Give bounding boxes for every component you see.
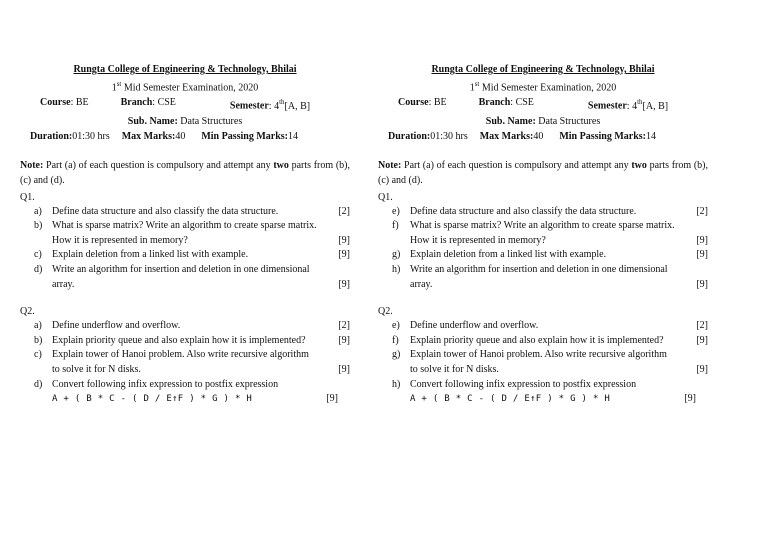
item-text: Define underflow and overflow. xyxy=(52,320,181,332)
q1-items xyxy=(34,205,350,293)
question-item xyxy=(34,219,350,248)
item-letter: f) xyxy=(392,220,399,232)
item-marks: [9] xyxy=(684,393,696,405)
duration-field: Duration:01:30 hrs xyxy=(30,130,110,142)
item-text: Explain deletion from a linked list with example. xyxy=(52,249,249,261)
item-text: array. xyxy=(410,278,433,290)
question-item xyxy=(392,348,708,377)
question-item xyxy=(34,378,350,407)
q2-label: Q2. xyxy=(378,306,393,318)
item-text: to solve it for N disks. xyxy=(52,364,141,375)
item-letter: h) xyxy=(392,378,401,390)
item-text: How it is represented in memory? xyxy=(410,234,546,246)
min-pass-field: Min Passing Marks:14 xyxy=(201,130,299,142)
duration-field: Duration:01:30 hrs xyxy=(388,130,468,142)
question-item xyxy=(34,319,350,334)
item-marks: [9] xyxy=(338,234,350,246)
question-paper-left xyxy=(20,62,350,407)
q1-items xyxy=(392,205,708,293)
item-marks: [9] xyxy=(696,364,708,375)
item-marks: [9] xyxy=(338,364,350,375)
item-marks: [9] xyxy=(338,278,350,290)
course-field: Course: BE xyxy=(40,97,89,109)
question-item xyxy=(392,334,708,349)
item-text: Explain priority queue and also explain how it is implemented? xyxy=(52,334,306,346)
question-item xyxy=(392,205,708,220)
question-item xyxy=(392,378,708,407)
branch-field: Branch: CSE xyxy=(120,97,176,109)
question-paper-right xyxy=(378,62,708,407)
course-branch-semester xyxy=(378,95,708,113)
max-marks-field: Max Marks:40 xyxy=(479,130,544,142)
item-letter: h) xyxy=(392,264,401,276)
item-marks: [9] xyxy=(696,334,708,346)
item-text: What is sparse matrix? Write an algorithm to create sparse matrix. xyxy=(52,220,317,232)
item-marks: [2] xyxy=(696,320,708,332)
question-item xyxy=(392,248,708,263)
item-letter: g) xyxy=(392,349,401,361)
college-title: Rungta College of Engineering & Technology, Bhilai xyxy=(73,64,297,75)
question-item xyxy=(34,334,350,349)
q2-items xyxy=(34,319,350,407)
item-text: Define data structure and also classify the data structure. xyxy=(410,205,637,217)
item-letter: a) xyxy=(34,205,42,217)
subject-name: Sub. Name: Data Structures xyxy=(485,115,601,127)
item-letter: d) xyxy=(34,264,43,276)
item-text: array. xyxy=(52,278,75,290)
question-item xyxy=(392,263,708,292)
q1-label: Q1. xyxy=(378,191,393,203)
q2-label: Q2. xyxy=(20,306,35,318)
note-text: Note: Part (a) of each question is compulsory and attempt any two parts from (b), (c) and (d). xyxy=(20,159,350,186)
item-marks: [9] xyxy=(696,234,708,246)
item-letter: b) xyxy=(34,334,43,346)
item-marks: [9] xyxy=(696,278,708,290)
q1-label: Q1. xyxy=(20,191,35,203)
subject-name: Sub. Name: Data Structures xyxy=(127,115,243,127)
item-marks: [9] xyxy=(338,249,350,261)
course-field: Course: BE xyxy=(398,97,447,109)
item-marks: [2] xyxy=(338,320,350,332)
branch-field: Branch: CSE xyxy=(478,97,534,109)
college-title: Rungta College of Engineering & Technology, Bhilai xyxy=(431,64,655,75)
item-text: Write an algorithm for insertion and deletion in one dimensional xyxy=(410,264,668,276)
note-text: Note: Part (a) of each question is compulsory and attempt any two parts from (b), (c) and (d). xyxy=(378,159,708,186)
item-letter: c) xyxy=(34,249,42,261)
item-letter: c) xyxy=(34,349,42,361)
item-text: What is sparse matrix? Write an algorithm to create sparse matrix. xyxy=(410,220,675,232)
max-marks-field: Max Marks:40 xyxy=(121,130,186,142)
item-letter: b) xyxy=(34,220,43,232)
q2-items xyxy=(392,319,708,407)
question-item xyxy=(34,205,350,220)
duration-marks xyxy=(378,129,708,144)
item-letter: e) xyxy=(392,320,400,332)
question-item xyxy=(392,319,708,334)
item-text: Convert following infix expression to postfix expression xyxy=(410,378,637,390)
item-text: Explain deletion from a linked list with example. xyxy=(410,249,607,261)
item-letter: g) xyxy=(392,249,401,261)
item-text: A + ( B * C - ( D / E↑F ) * G ) * H xyxy=(410,394,611,405)
item-text: Define data structure and also classify the data structure. xyxy=(52,205,279,217)
item-text: Explain tower of Hanoi problem. Also write recursive algorithm xyxy=(410,349,667,361)
question-item xyxy=(34,248,350,263)
semester-field: Semester: 4th[A, B] xyxy=(587,98,669,112)
question-item xyxy=(34,348,350,377)
item-letter: a) xyxy=(34,320,42,332)
item-letter: d) xyxy=(34,378,43,390)
item-text: Explain tower of Hanoi problem. Also write recursive algorithm xyxy=(52,349,309,361)
item-text: How it is represented in memory? xyxy=(52,234,188,246)
item-marks: [9] xyxy=(338,334,350,346)
min-pass-field: Min Passing Marks:14 xyxy=(559,130,657,142)
semester-field: Semester: 4th[A, B] xyxy=(229,98,311,112)
item-marks: [2] xyxy=(338,205,350,217)
exam-title: 1st Mid Semester Examination, 2020 xyxy=(111,80,259,94)
item-letter: f) xyxy=(392,334,399,346)
item-text: A + ( B * C - ( D / E↑F ) * G ) * H xyxy=(52,394,253,405)
item-marks: [9] xyxy=(326,393,338,405)
question-item xyxy=(392,219,708,248)
question-item xyxy=(34,263,350,292)
item-text: to solve it for N disks. xyxy=(410,364,499,375)
item-text: Define underflow and overflow. xyxy=(410,320,539,332)
item-marks: [9] xyxy=(696,249,708,261)
item-text: Write an algorithm for insertion and deletion in one dimensional xyxy=(52,264,310,276)
course-branch-semester xyxy=(20,95,350,113)
exam-title: 1st Mid Semester Examination, 2020 xyxy=(469,80,617,94)
item-marks: [2] xyxy=(696,205,708,217)
item-text: Explain priority queue and also explain how it is implemented? xyxy=(410,334,664,346)
item-text: Convert following infix expression to postfix expression xyxy=(52,378,279,390)
item-letter: e) xyxy=(392,205,400,217)
duration-marks xyxy=(20,129,350,144)
